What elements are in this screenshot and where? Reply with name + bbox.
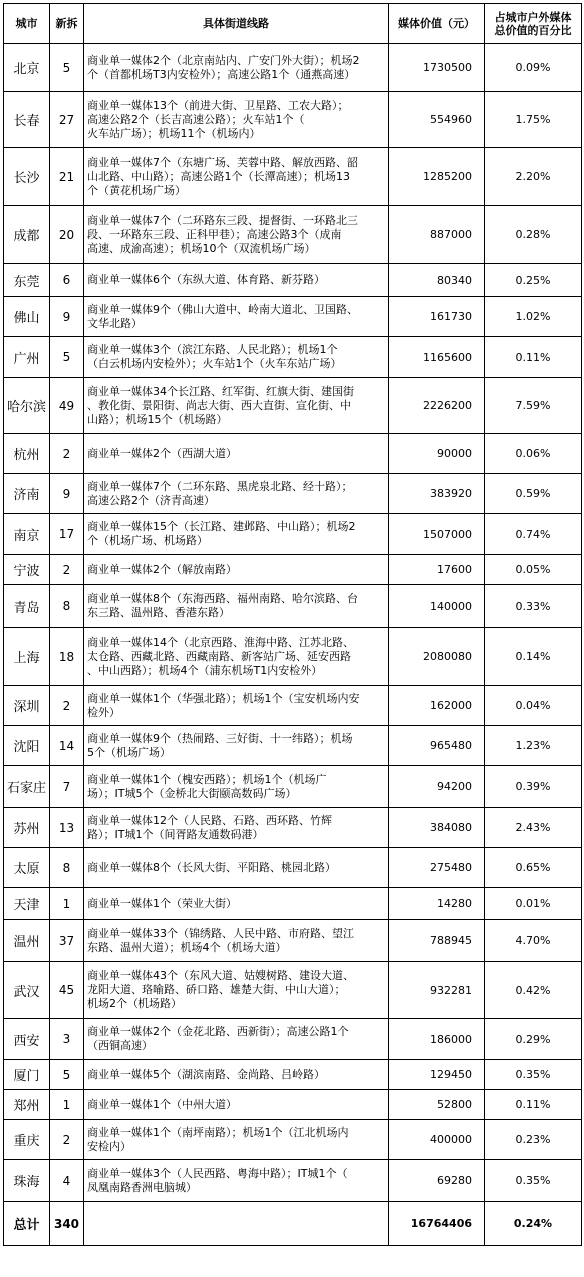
table-row (4, 766, 582, 808)
cell-routes: 商业单一媒体6个（东纵大道、体育路、新芬路） (84, 264, 389, 297)
cell-routes: 商业单一媒体2个（金花北路、西新街）；高速公路1个 （西铜高速） (84, 1019, 389, 1060)
header-share: 占城市户外媒体 总价值的百分比 (485, 4, 582, 44)
cell-routes: 商业单一媒体2个（西湖大道） (84, 434, 389, 474)
cell-value: 384080 (389, 808, 485, 848)
cell-value: 129450 (389, 1060, 485, 1090)
header-value: 媒体价值（元） (389, 4, 485, 44)
cell-share: 0.42% (485, 962, 582, 1019)
table-row (4, 726, 582, 766)
cell-share: 7.59% (485, 378, 582, 434)
cell-city: 长沙 (4, 148, 50, 206)
cell-city: 成都 (4, 206, 50, 264)
cell-value: 1730500 (389, 44, 485, 92)
cell-count: 2 (50, 1120, 84, 1160)
cell-count: 14 (50, 726, 84, 766)
table-row (4, 514, 582, 555)
table-row (4, 628, 582, 686)
cell-share: 0.11% (485, 1090, 582, 1120)
cell-routes: 商业单一媒体7个（二环东路、黑虎泉北路、经十路）； 高速公路2个（济青高速） (84, 474, 389, 514)
cell-share: 1.23% (485, 726, 582, 766)
table-row (4, 1160, 582, 1202)
cell-share: 1.75% (485, 92, 582, 148)
cell-value: 1285200 (389, 148, 485, 206)
cell-count: 20 (50, 206, 84, 264)
total-label: 总计 (4, 1202, 50, 1246)
table-row (4, 555, 582, 585)
table-row (4, 1120, 582, 1160)
cell-city: 济南 (4, 474, 50, 514)
cell-count: 9 (50, 297, 84, 337)
cell-count: 3 (50, 1019, 84, 1060)
table-row (4, 962, 582, 1019)
cell-share: 0.09% (485, 44, 582, 92)
cell-city: 石家庄 (4, 766, 50, 808)
cell-share: 0.35% (485, 1160, 582, 1202)
cell-city: 宁波 (4, 555, 50, 585)
cell-count: 7 (50, 766, 84, 808)
cell-city: 杭州 (4, 434, 50, 474)
cell-routes: 商业单一媒体1个（中州大道） (84, 1090, 389, 1120)
cell-routes: 商业单一媒体43个（东风大道、姑嫂树路、建设大道、 龙阳大道、珞喻路、硚口路、雄楚大街、中山大道）； 机场2个（机场路） (84, 962, 389, 1019)
header-routes: 具体街道线路 (84, 4, 389, 44)
cell-count: 2 (50, 555, 84, 585)
cell-share: 1.02% (485, 297, 582, 337)
cell-city: 南京 (4, 514, 50, 555)
cell-city: 佛山 (4, 297, 50, 337)
cell-value: 965480 (389, 726, 485, 766)
cell-value: 932281 (389, 962, 485, 1019)
total-row (4, 1202, 582, 1246)
cell-count: 13 (50, 808, 84, 848)
cell-city: 苏州 (4, 808, 50, 848)
header-row (4, 4, 582, 44)
cell-value: 275480 (389, 848, 485, 888)
cell-count: 2 (50, 434, 84, 474)
cell-share: 0.28% (485, 206, 582, 264)
cell-routes: 商业单一媒体5个（湖滨南路、金尚路、吕岭路） (84, 1060, 389, 1090)
table-row (4, 585, 582, 628)
cell-routes: 商业单一媒体12个（人民路、石路、西环路、竹辉 路）；IT城1个（间胥路友通数码港） (84, 808, 389, 848)
cell-share: 2.43% (485, 808, 582, 848)
table-row (4, 1019, 582, 1060)
cell-share: 0.05% (485, 555, 582, 585)
table-row (4, 434, 582, 474)
table-row (4, 920, 582, 962)
table-row (4, 378, 582, 434)
cell-city: 西安 (4, 1019, 50, 1060)
cell-routes: 商业单一媒体3个（滨江东路、人民北路）；机场1个 （白云机场内安检外）；火车站1个（火车东站广场） (84, 337, 389, 378)
cell-value: 1165600 (389, 337, 485, 378)
cell-share: 0.39% (485, 766, 582, 808)
table-row (4, 888, 582, 920)
cell-value: 400000 (389, 1120, 485, 1160)
cell-city: 太原 (4, 848, 50, 888)
cell-city: 广州 (4, 337, 50, 378)
cell-city: 郑州 (4, 1090, 50, 1120)
cell-share: 2.20% (485, 148, 582, 206)
cell-city: 深圳 (4, 686, 50, 726)
table-row (4, 297, 582, 337)
cell-count: 49 (50, 378, 84, 434)
table-row (4, 206, 582, 264)
table-row (4, 44, 582, 92)
table-row (4, 1090, 582, 1120)
table-body (4, 44, 582, 1246)
total-count: 340 (50, 1202, 84, 1246)
cell-routes: 商业单一媒体13个（前进大街、卫星路、工农大路）； 高速公路2个（长吉高速公路）；火车站1个（ 火车站广场）；机场11个（机场内） (84, 92, 389, 148)
cell-share: 0.01% (485, 888, 582, 920)
cell-count: 4 (50, 1160, 84, 1202)
cell-routes: 商业单一媒体3个（人民西路、粤海中路）；IT城1个（ 凤凰南路香洲电脑城） (84, 1160, 389, 1202)
cell-value: 17600 (389, 555, 485, 585)
cell-count: 1 (50, 888, 84, 920)
cell-city: 哈尔滨 (4, 378, 50, 434)
cell-share: 0.23% (485, 1120, 582, 1160)
cell-value: 788945 (389, 920, 485, 962)
cell-count: 5 (50, 337, 84, 378)
cell-share: 0.74% (485, 514, 582, 555)
cell-value: 554960 (389, 92, 485, 148)
table-row (4, 808, 582, 848)
header-count: 新拆 (50, 4, 84, 44)
cell-value: 2226200 (389, 378, 485, 434)
cell-routes: 商业单一媒体33个（锦绣路、人民中路、市府路、望江 东路、温州大道）；机场4个（机场大道） (84, 920, 389, 962)
cell-value: 2080080 (389, 628, 485, 686)
cell-routes: 商业单一媒体34个长江路、红军街、红旗大街、建国街 、教化街、景阳街、尚志大街、西大直街、宣化街、中 山路）；机场15个（机场路） (84, 378, 389, 434)
cell-count: 2 (50, 686, 84, 726)
table-row (4, 148, 582, 206)
total-routes (84, 1202, 389, 1246)
cell-count: 8 (50, 848, 84, 888)
cell-city: 上海 (4, 628, 50, 686)
cell-count: 8 (50, 585, 84, 628)
table-row (4, 264, 582, 297)
cell-count: 5 (50, 44, 84, 92)
table-row (4, 92, 582, 148)
cell-share: 0.14% (485, 628, 582, 686)
cell-city: 武汉 (4, 962, 50, 1019)
cell-routes: 商业单一媒体1个（南坪南路）；机场1个（江北机场内 安检内） (84, 1120, 389, 1160)
cell-city: 青岛 (4, 585, 50, 628)
cell-city: 沈阳 (4, 726, 50, 766)
table-row (4, 337, 582, 378)
cell-value: 162000 (389, 686, 485, 726)
cell-count: 9 (50, 474, 84, 514)
cell-city: 厦门 (4, 1060, 50, 1090)
cell-value: 140000 (389, 585, 485, 628)
header-city: 城市 (4, 4, 50, 44)
table-row (4, 848, 582, 888)
cell-count: 17 (50, 514, 84, 555)
cell-count: 37 (50, 920, 84, 962)
cell-city: 长春 (4, 92, 50, 148)
cell-routes: 商业单一媒体8个（长风大街、平阳路、桃园北路） (84, 848, 389, 888)
cell-count: 5 (50, 1060, 84, 1090)
cell-value: 90000 (389, 434, 485, 474)
cell-value: 887000 (389, 206, 485, 264)
table-row (4, 474, 582, 514)
cell-value: 1507000 (389, 514, 485, 555)
cell-routes: 商业单一媒体1个（槐安西路）；机场1个（机场广 场）；IT城5个（金桥北大街颐高数码广场） (84, 766, 389, 808)
cell-value: 52800 (389, 1090, 485, 1120)
cell-share: 0.33% (485, 585, 582, 628)
cell-share: 0.29% (485, 1019, 582, 1060)
cell-routes: 商业单一媒体9个（热闹路、三好街、十一纬路）；机场 5个（机场广场） (84, 726, 389, 766)
cell-value: 94200 (389, 766, 485, 808)
cell-share: 0.06% (485, 434, 582, 474)
cell-city: 珠海 (4, 1160, 50, 1202)
cell-routes: 商业单一媒体7个（东塘广场、芙蓉中路、解放西路、韶 山北路、中山路）；高速公路1个（长潭高速）；机场13 个（黄花机场广场） (84, 148, 389, 206)
cell-value: 383920 (389, 474, 485, 514)
cell-value: 186000 (389, 1019, 485, 1060)
cell-share: 4.70% (485, 920, 582, 962)
cell-routes: 商业单一媒体2个（解放南路） (84, 555, 389, 585)
table-row (4, 686, 582, 726)
cell-routes: 商业单一媒体7个（二环路东三段、提督街、一环路北三 段、一环路东三段、正科甲巷）；高速公路3个（成南 高速、成渝高速）；机场10个（双流机场广场） (84, 206, 389, 264)
cell-count: 1 (50, 1090, 84, 1120)
cell-count: 27 (50, 92, 84, 148)
cell-share: 0.65% (485, 848, 582, 888)
cell-count: 45 (50, 962, 84, 1019)
cell-value: 14280 (389, 888, 485, 920)
cell-value: 69280 (389, 1160, 485, 1202)
cell-routes: 商业单一媒体14个（北京西路、淮海中路、江苏北路、 太仓路、西藏北路、西藏南路、新客站广场、延安西路 、中山西路）；机场4个（浦东机场T1内安检外） (84, 628, 389, 686)
cell-count: 6 (50, 264, 84, 297)
cell-count: 18 (50, 628, 84, 686)
cell-routes: 商业单一媒体2个（北京南站内、广安门外大街）；机场2 个（首都机场T3内安检外）；高速公路1个（通燕高速） (84, 44, 389, 92)
cell-city: 天津 (4, 888, 50, 920)
cell-value: 161730 (389, 297, 485, 337)
cell-routes: 商业单一媒体15个（长江路、建邺路、中山路）；机场2 个（机场广场、机场路） (84, 514, 389, 555)
cell-share: 0.04% (485, 686, 582, 726)
cell-share: 0.59% (485, 474, 582, 514)
cell-city: 北京 (4, 44, 50, 92)
cell-routes: 商业单一媒体9个（佛山大道中、岭南大道北、卫国路、 文华北路） (84, 297, 389, 337)
media-table (3, 3, 582, 1246)
total-value: 16764406 (389, 1202, 485, 1246)
cell-share: 0.25% (485, 264, 582, 297)
cell-routes: 商业单一媒体1个（荣业大街） (84, 888, 389, 920)
cell-city: 重庆 (4, 1120, 50, 1160)
cell-city: 温州 (4, 920, 50, 962)
cell-routes: 商业单一媒体1个（华强北路）；机场1个（宝安机场内安 检外） (84, 686, 389, 726)
cell-routes: 商业单一媒体8个（东海西路、福州南路、哈尔滨路、台 东三路、温州路、香港东路） (84, 585, 389, 628)
cell-share: 0.11% (485, 337, 582, 378)
cell-share: 0.35% (485, 1060, 582, 1090)
total-share: 0.24% (485, 1202, 582, 1246)
cell-count: 21 (50, 148, 84, 206)
table-row (4, 1060, 582, 1090)
cell-city: 东莞 (4, 264, 50, 297)
cell-value: 80340 (389, 264, 485, 297)
